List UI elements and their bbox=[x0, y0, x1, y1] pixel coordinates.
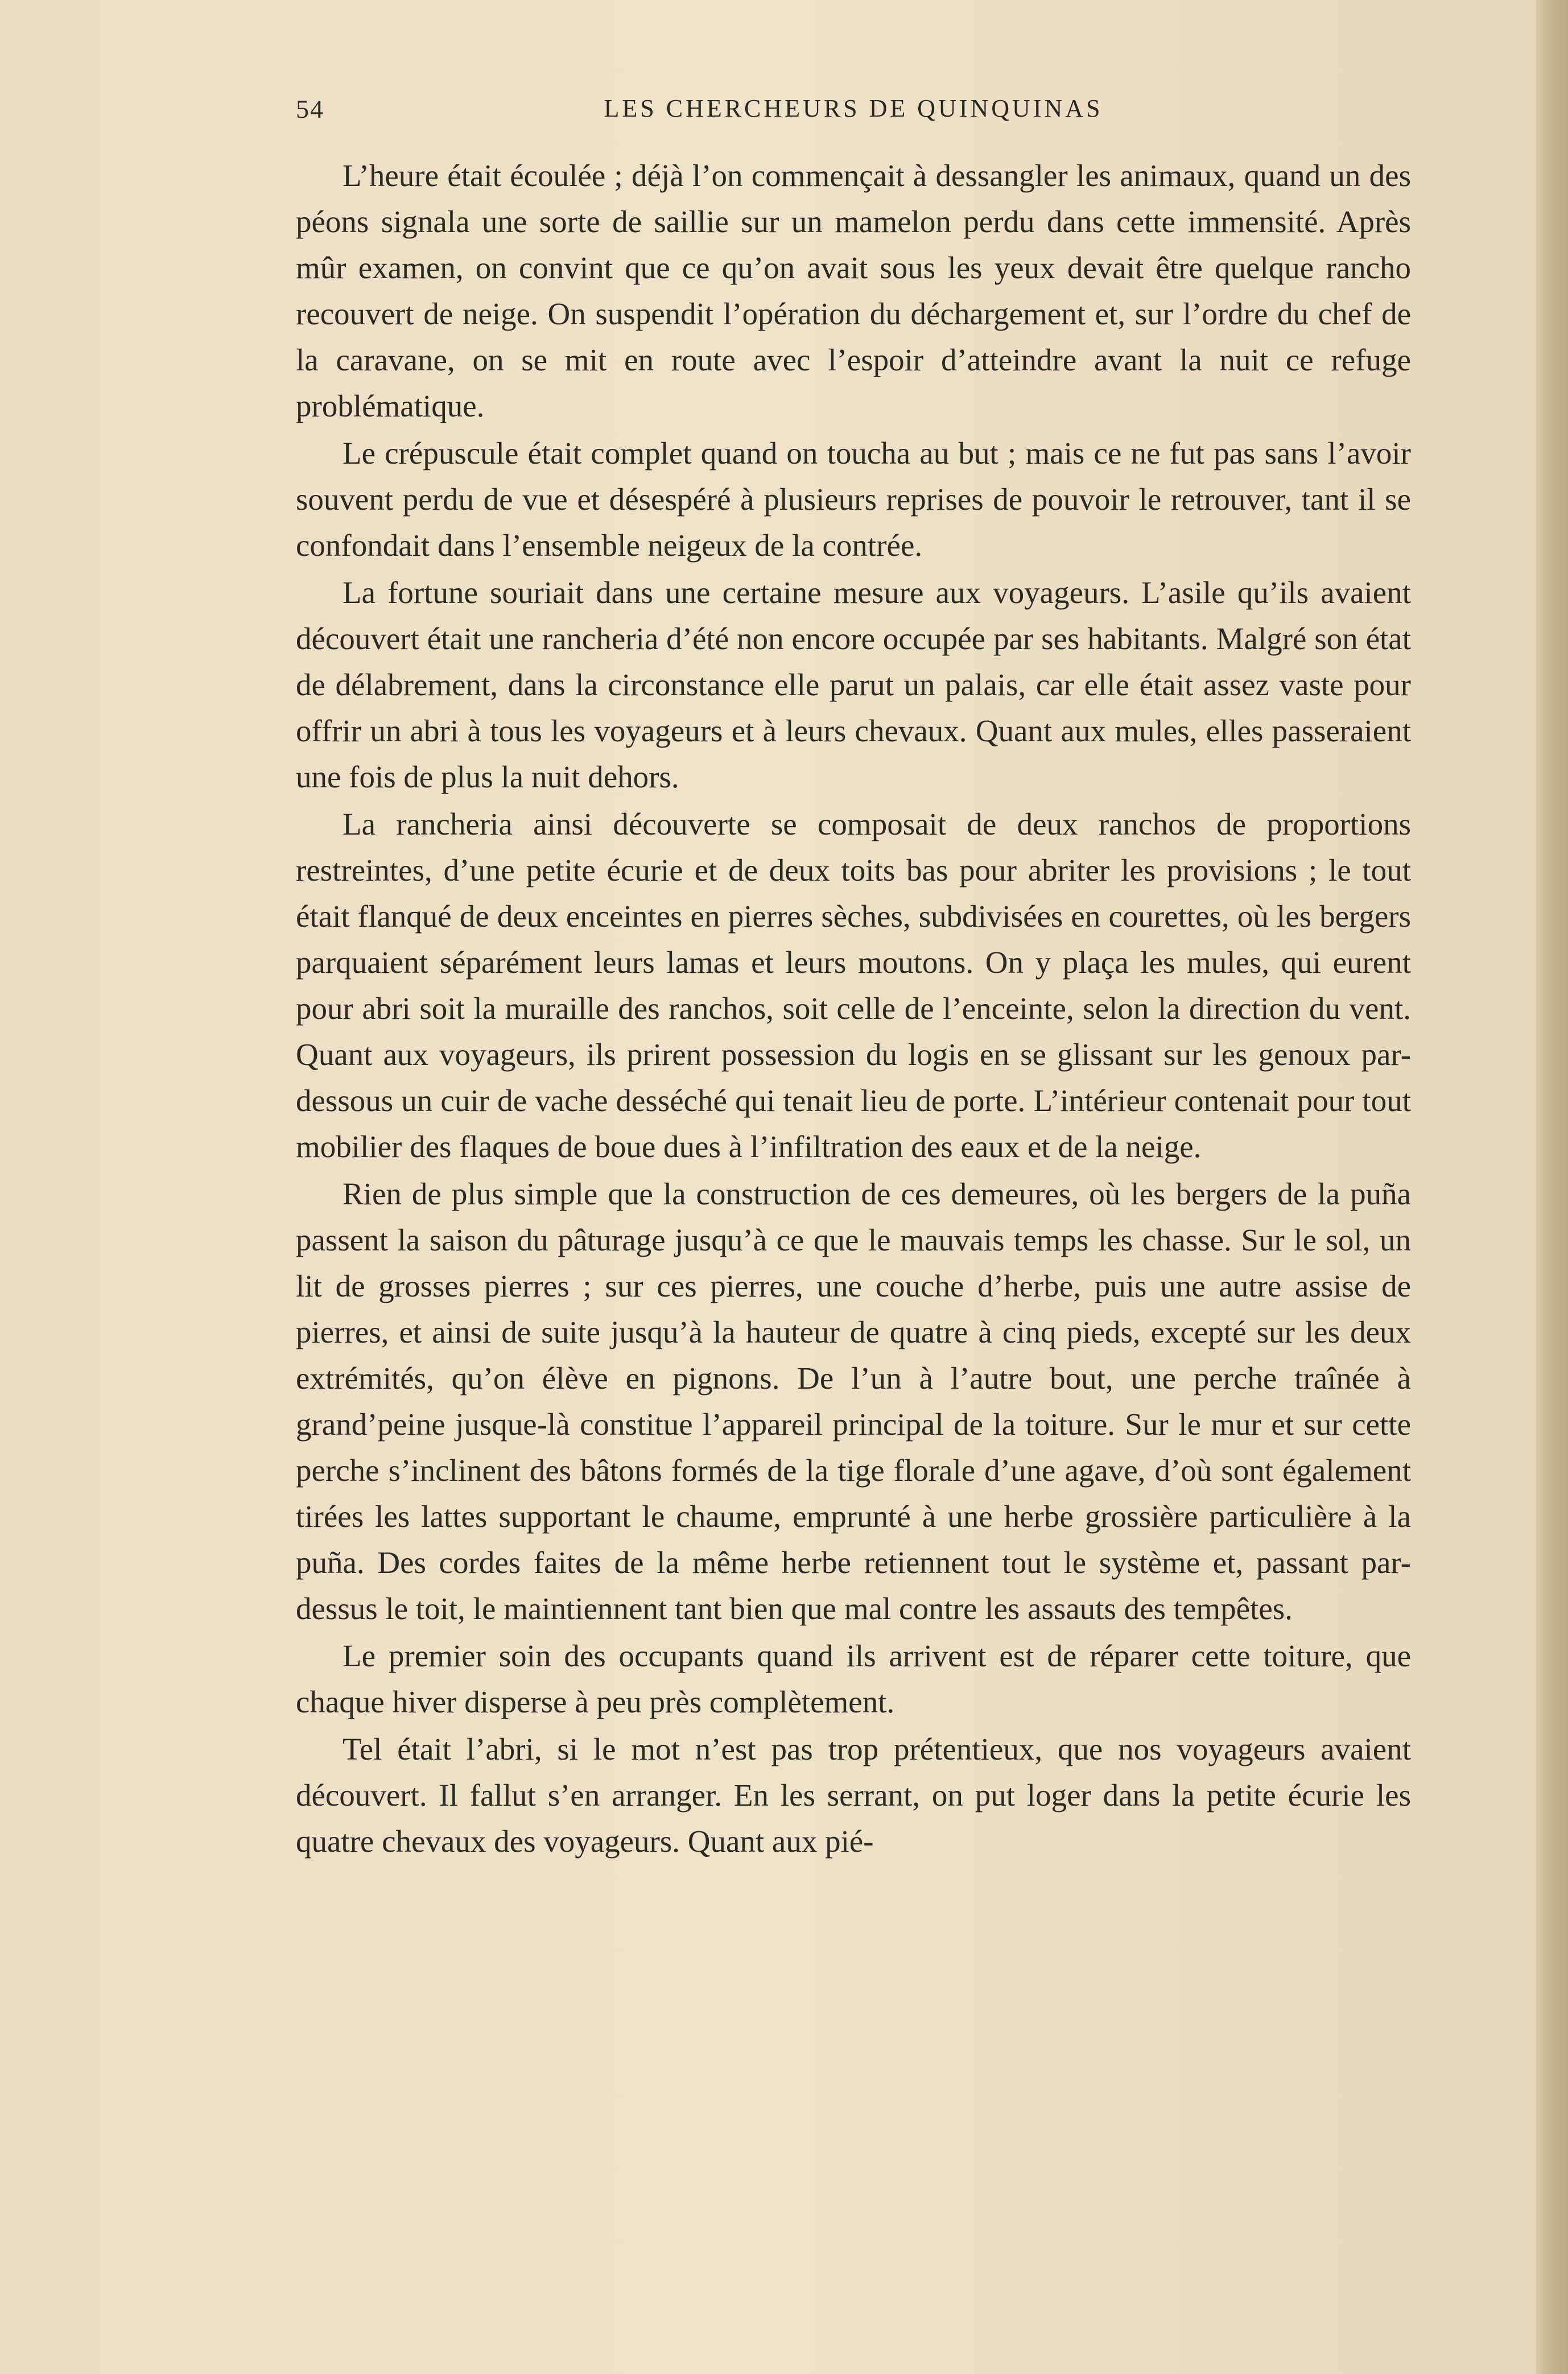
body-text bbox=[296, 152, 1411, 1865]
paragraph: L’heure était écoulée ; déjà l’on commençait à dessangler les animaux, quand un des péons signala une sorte de saillie sur un mamelon perdu dans cette immensité. Après mûr examen, on convint que ce qu’on avait sous les yeux devait être quelque rancho recouvert de neige. On suspendit l’opération du déchargement et, sur l’ordre du chef de la caravane, on se mit en route avec l’espoir d’atteindre avant la nuit ce refuge problématique. bbox=[296, 158, 1411, 423]
paragraph: Le premier soin des occupants quand ils arrivent est de réparer cette toiture, que chaque hiver disperse à peu près complètement. bbox=[296, 1638, 1411, 1719]
running-title: LES CHERCHEURS DE QUINQUINAS bbox=[604, 94, 1103, 122]
paragraph: La rancheria ainsi découverte se composait de deux ranchos de proportions restreintes, d’une petite écurie et de deux toits bas pour abriter les provisions ; le tout était flanqué de deux enceintes en pierres sèches, subdivisées en courettes, où les bergers parquaient séparément leurs lamas et leurs moutons. On y plaça les mules, qui eurent pour abri soit la muraille des ranchos, soit celle de l’enceinte, selon la direction du vent. Quant aux voyageurs, ils prirent possession du logis en se glissant sur les genoux par-dessous un cuir de vache desséché qui tenait lieu de porte. L’intérieur contenait pour tout mobilier des flaques de boue dues à l’infiltration des eaux et de la neige. bbox=[296, 807, 1411, 1164]
paragraph: Tel était l’abri, si le mot n’est pas trop prétentieux, que nos voyageurs avaient découvert. Il fallut s’en arranger. En les serrant, on put loger dans la petite écurie les quatre chevaux des voyageurs. Quant aux pié- bbox=[296, 1732, 1411, 1859]
paragraph: La fortune souriait dans une certaine mesure aux voyageurs. L’asile qu’ils avaient découvert était une rancheria d’été non encore occupée par ses habitants. Malgré son état de délabrement, dans la circonstance elle parut un palais, car elle était assez vaste pour offrir un abri à tous les voyageurs et à leurs chevaux. Quant aux mules, elles passeraient une fois de plus la nuit dehors. bbox=[296, 575, 1411, 794]
page-number: 54 bbox=[296, 94, 324, 123]
page-header bbox=[296, 94, 1411, 134]
paragraph: Rien de plus simple que la construction de ces demeures, où les bergers de la puña passent la saison du pâturage jusqu’à ce que le mauvais temps les chasse. Sur le sol, un lit de grosses pierres ; sur ces pierres, une couche d’herbe, puis une autre assise de pierres, et ainsi de suite jusqu’à la hauteur de quatre à cinq pieds, excepté sur les deux extrémités, qu’on élève en pignons. De l’un à l’autre bout, une perche traînée à grand’peine jusque-là constitue l’appareil principal de la toiture. Sur le mur et sur cette perche s’inclinent des bâtons formés de la tige florale d’une agave, d’où sont également tirées les lattes supportant le chaume, emprunté à une herbe grossière particulière à la puña. Des cordes faites de la même herbe retiennent tout le système et, passant par-dessus le toit, le maintiennent tant bien que mal contre les assauts des tempêtes. bbox=[296, 1176, 1411, 1626]
page-edge bbox=[1536, 0, 1568, 2374]
paragraph: Le crépuscule était complet quand on toucha au but ; mais ce ne fut pas sans l’avoir souvent perdu de vue et désespéré à plusieurs reprises de pouvoir le retrouver, tant il se confondait dans l’ensemble neigeux de la contrée. bbox=[296, 436, 1411, 563]
